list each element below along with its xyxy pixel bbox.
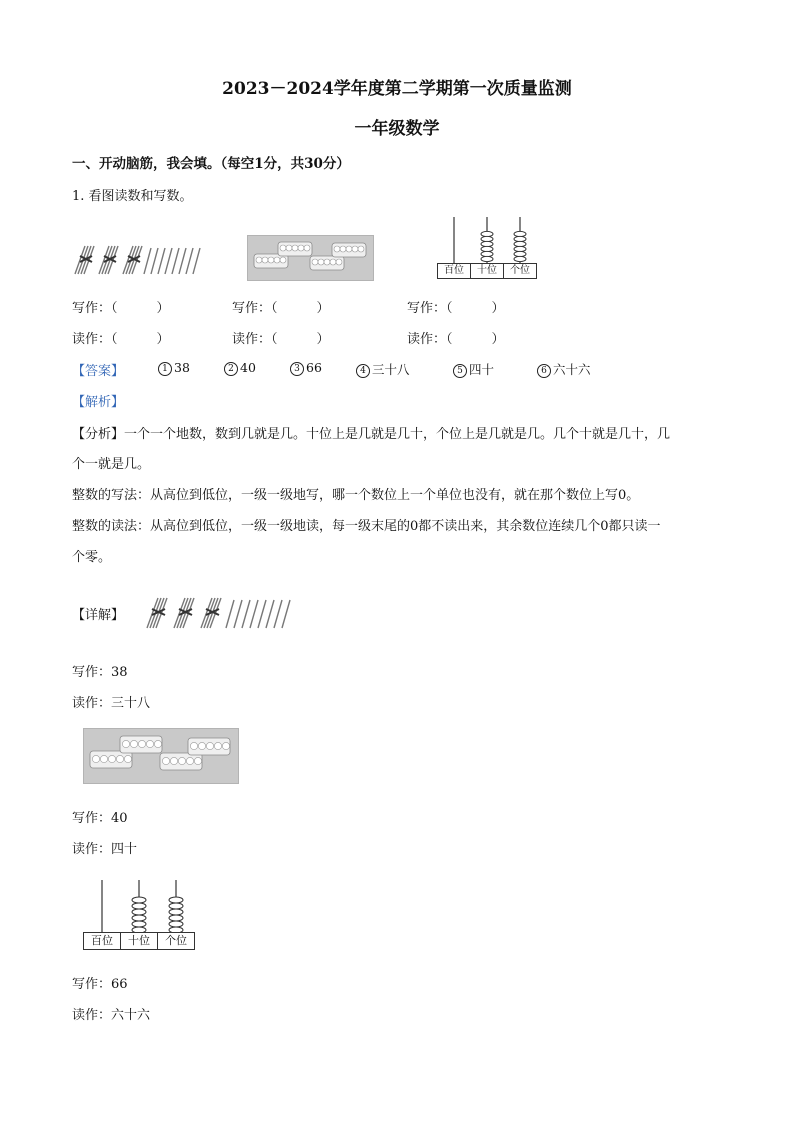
detail-write-3: 写作：66 xyxy=(72,977,128,992)
reading-rule-line-2: 个零。 xyxy=(72,550,112,565)
abacus-hundreds-label: 百位 xyxy=(438,264,471,278)
answer-option-3: 3 66 xyxy=(290,360,322,376)
page-subtitle: 一年级数学 xyxy=(354,119,440,139)
bundle-icon xyxy=(123,246,142,274)
answer-option-4: 4 三十八 xyxy=(356,360,410,378)
abacus-hundreds-label: 百位 xyxy=(84,933,121,949)
bundle-icon xyxy=(147,598,167,628)
write-blank-3: 写作：（ ） xyxy=(407,301,505,316)
page-title: 2023－2024学年度第二学期第一次质量监测 xyxy=(222,79,572,99)
section-heading: 一、开动脑筋，我会填。（每空1分，共30分） xyxy=(72,156,350,172)
bundle-icon xyxy=(75,246,94,274)
bundle-icon xyxy=(174,598,194,628)
bundle-icon xyxy=(99,246,118,274)
detail-read-2: 读作：四十 xyxy=(72,842,138,857)
analysis-line-2: 个一就是几。 xyxy=(72,457,151,472)
answer-option-1: 1 38 xyxy=(158,360,190,376)
abacus-illustration xyxy=(437,217,537,279)
detail-write-1: 写作：38 xyxy=(72,665,128,680)
abacus-tens-label: 十位 xyxy=(121,933,158,949)
writing-rule: 整数的写法：从高位到低位，一级一级地写，哪一个数位上一个单位也没有，就在那个数位上写0。 xyxy=(72,488,640,503)
sticks-bundle-illustration xyxy=(72,242,206,276)
read-blank-3: 读作：（ ） xyxy=(407,332,505,347)
eggs-photo-detail xyxy=(83,728,239,784)
answer-option-5: 5 四十 xyxy=(453,360,494,378)
abacus-tens-label: 十位 xyxy=(471,264,504,278)
abacus-illustration-detail xyxy=(83,880,195,950)
analysis-line-1: 【分析】一个一个地数，数到几就是几。十位上是几就是几十，个位上是几就是几。几个十就是几十，几 xyxy=(72,427,671,442)
analysis-tag: 【解析】 xyxy=(72,395,125,410)
read-blank-2: 读作：（ ） xyxy=(232,332,330,347)
eggs-photo xyxy=(247,235,374,281)
detail-read-3: 读作：六十六 xyxy=(72,1008,151,1023)
write-blank-1: 写作：（ ） xyxy=(72,301,170,316)
read-blank-1: 读作：（ ） xyxy=(72,332,170,347)
answer-option-2: 2 40 xyxy=(224,360,256,376)
sticks-bundle-illustration-detail xyxy=(144,594,296,630)
detail-tag: 【详解】 xyxy=(72,608,125,623)
answer-tag: 【答案】 xyxy=(72,364,125,379)
detail-read-1: 读作：三十八 xyxy=(72,696,151,711)
write-blank-2: 写作：（ ） xyxy=(232,301,330,316)
abacus-ones-label: 个位 xyxy=(165,934,187,947)
detail-write-2: 写作：40 xyxy=(72,811,128,826)
answer-option-6: 6 六十六 xyxy=(537,360,591,378)
reading-rule-line-1: 整数的读法：从高位到低位，一级一级地读，每一级末尾的0都不读出来，其余数位连续几个0都只读一 xyxy=(72,519,661,534)
abacus-ones-label: 个位 xyxy=(510,265,530,276)
bundle-icon xyxy=(201,598,221,628)
question-prompt: 1. 看图读数和写数。 xyxy=(72,189,193,204)
